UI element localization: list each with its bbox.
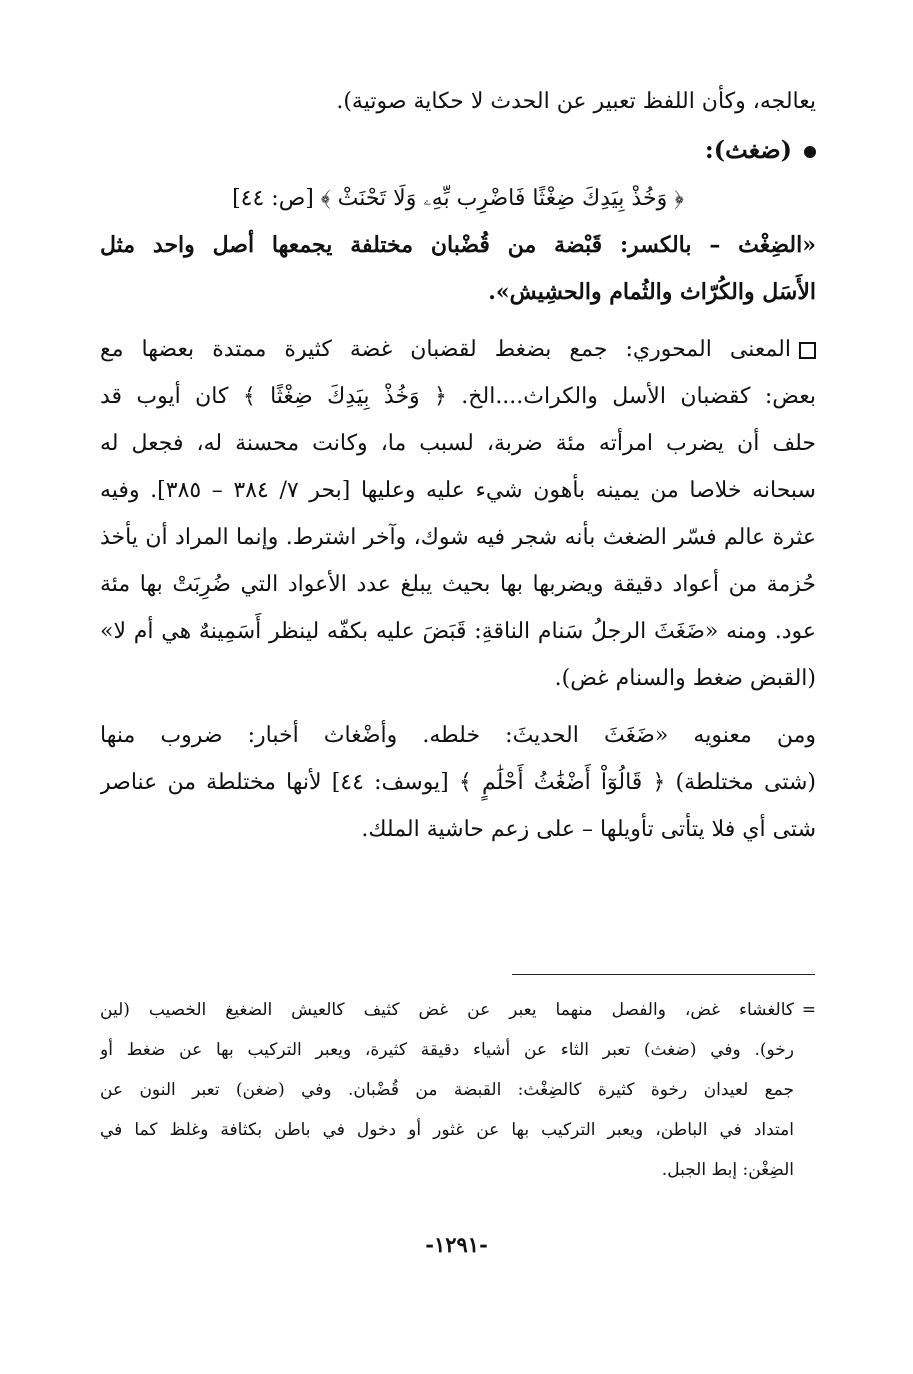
square-icon (799, 342, 816, 359)
meaning-label: المعنى المحوري: (625, 337, 791, 362)
definition-line: الأَسَل والكُرّاث والثُمام والحشِيش». (488, 279, 816, 305)
meaning-line: حلف أن يضرب امرأته مئة ضربة، لسبب ما، وكانت محسنة له، فجعل له (100, 431, 816, 456)
footnote-line (100, 990, 816, 1030)
footnote-line: امتداد في الباطن، ويعبر التركيب بها عن غثور أو دخول في باطن بكثافة وغلظ كما في (100, 1120, 794, 1140)
entry-heading (100, 125, 816, 175)
footnote-line: رخو). وفي (ضغث) تعبر الثاء عن أشياء دقيقة كثيرة، ويعبر التركيب بها عن ضغط أو (100, 1040, 794, 1060)
footnote-marker: = (801, 1000, 816, 1020)
quran-verse: ﴿ وَخُذْ بِيَدِكَ ضِغْثًا فَاضْرِب بِّهِۦ وَلَا تَحْنَثْ ﴾ [ص: ٤٤] (232, 186, 684, 211)
meaning-line: حُزمة من أعواد دقيقة ويضربها بها بحيث يبلغ عدد الأعواد التي ضُرِبَتْ بها مئة (100, 572, 816, 597)
meaning-line: بعض: كقضبان الأسل والكراث....الخ. ﴿ وَخُذْ بِيَدِكَ ضِغْثًا ﴾ كان أيوب قد (100, 384, 816, 409)
main-text (100, 78, 816, 853)
footnote (100, 990, 816, 1190)
second-paragraph-line: شتى أي فلا يتأتى تأويلها – على زعم حاشية الملك. (361, 817, 816, 842)
meaning-line: عثرة عالم فسّر الضغث بأنه شجر فيه شوك، وآخر اشترط. وإنما المراد أن يأخذ (100, 525, 816, 550)
bullet-icon (804, 146, 816, 158)
footnote-text: كالغشاء غض، والفصل منهما يعبر عن غض كثيف كالعيش الضغيغ الخصيب (لين (100, 1000, 794, 1020)
definition-line: «الضِغْث – بالكسر: قَبْضة من قُضْبان مختلفة يجمعها أصل واحد مثل (100, 232, 816, 258)
footnote-line: جمع لعيدان رخوة كثيرة كالضِغْث: القبضة من قُضْبان. وفي (ضغن) تعبر النون عن (100, 1080, 794, 1100)
intro-line: يعالجه، وكأن اللفظ تعبير عن الحدث لا حكاية صوتية). (336, 89, 816, 114)
meaning-line (100, 326, 816, 373)
meaning-line: عود. ومنه «ضَغَثَ الرجلُ سَنام الناقةِ: قَبَضَ عليه بكفّه لينظر أَسَمِينهٌ هي أم لا» (100, 619, 816, 644)
meaning-line: سبحانه خلاصا من يمينه بأهون شيء عليه وعليها [بحر ٧/ ٣٨٤ – ٣٨٥]. وفيه (100, 478, 816, 503)
second-paragraph-line: ومن معنويه «ضَغَثَ الحديثَ: خلطه. وأضْغاث أخبار: ضروب منها (100, 723, 816, 748)
page-number: -١٢٩١- (425, 1232, 488, 1257)
meaning-line: (القبض ضغط والسنام غض). (554, 666, 816, 691)
entry-heading-text: (ضغث): (704, 135, 792, 164)
meaning-text: جمع بضغط لقضبان غضة كثيرة ممتدة بعضها مع (100, 337, 608, 362)
footnote-divider (512, 974, 815, 975)
footnote-line: الضِغْن: إبط الجبل. (661, 1160, 794, 1180)
second-paragraph-line: (شتى مختلطة) ﴿ قَالُوٓاْ أَضْغَٰثُ أَحْلَٰمٍ ﴾ [يوسف: ٤٤] لأنها مختلطة من عناصر (100, 770, 816, 795)
